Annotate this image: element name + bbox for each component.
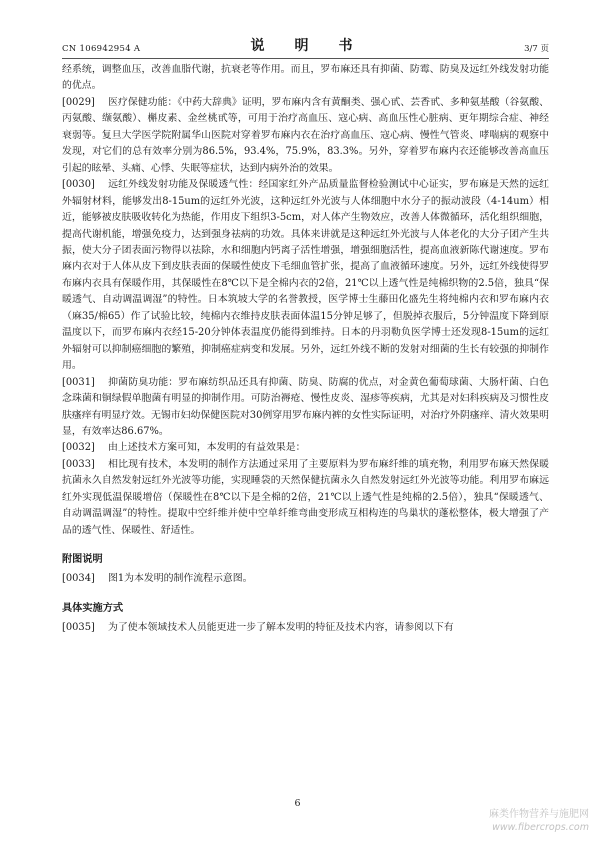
paragraph-text: 抑菌防臭功能：罗布麻纺织品还具有抑菌、防臭、防腐的优点，对金黄色葡萄球菌、大肠杆菌、白色念珠菌和铜绿假单胞菌有明显的抑制作用。可防治褥疮、慢性皮炎、湿疹等疾病，尤其是对妇科疾病及习惯性皮肤瘙痒有明显疗效。无锡市妇幼保健医院对30例穿用罗布麻内裤的女性实际证明，对治疗外阴瘙痒、清火效果明显，有效率达86.67%。 (62, 376, 549, 437)
paragraph-number: [0030] (62, 179, 95, 191)
paragraph-0033 (62, 457, 549, 539)
paragraph-continuation (62, 62, 549, 95)
paragraph-text: 图1为本发明的制作流程示意图。 (108, 573, 253, 585)
paragraph-text: 为了使本领域技术人员能更进一步了解本发明的特征及技术内容，请参阅以下有 (108, 621, 454, 633)
figures-heading: 附图说明 (62, 554, 103, 566)
paragraph-0031 (62, 375, 549, 441)
document-body (62, 62, 549, 636)
watermark (441, 808, 589, 834)
paragraph-text: 由上述技术方案可知，本发明的有益效果是： (108, 442, 306, 454)
paragraph-number: [0034] (62, 573, 95, 585)
watermark-site-name: 麻类作物营养与施肥网 (489, 809, 589, 820)
paragraph-0032 (62, 440, 549, 456)
paragraph-text: 医疗保健功能：《中药大辞典》证明，罗布麻内含有黄酮类、强心甙、芸香甙、多种氨基酸（谷氨酸、丙氨酸、缬氨酸）、槲皮素、金丝桃甙等，可用于治疗高血压、寇心病、高血压性心脏病、更年期综合症、神经衰弱等。复旦大学医学院附属华山医院对穿着罗布麻内衣在治疗高血压、寇心病、慢性气管炎、哮喘病的观察中发现，对它们的总有效率分别为86.5%，93.4%，75.9%，83.3%。另外，穿着罗布麻内衣还能够改善高血压引起的眩晕、头痛、心悸、失眠等症状，达到内病外治的效果。 (62, 96, 549, 174)
paragraph-number: [0035] (62, 621, 95, 633)
paragraph-text: 远红外线发射功能及保暖透气性：经国家红外产品质量监督检验测试中心证实，罗布麻是天然的远红外辐射材料，能够发出8-15um的远红外光波，这种远红外光波与人体细胞中水分子的振动波段（4-14um）相近，能够被皮肤吸收转化为热能，作用皮下组织3-5cm，对人体产生物效应，改善人体微循环，活化组织细胞，提高代谢机能，增强免疫力，达到强身祛病的功效。具体来讲就是这种远红外光波与人体老化的大分子团产生共振，使大分子团表面污物得以祛除，水和细胞内钙离子活性增强，增强细胞活性，提高血液新陈代谢速度。罗布麻内衣对于人体从皮下到皮肤表面的保暖性使皮下毛细血管扩张，提高了血液循环速度。另外，远红外线使得罗布麻内衣具有保暖作用，其保暖性在8℃以下是全棉内衣的2倍，21℃以上透气性是纯棉织物的2.5倍，独具“保暖透气、自动调温调湿”的特性。日本筑坡大学的名誉教授，医学博士生藤田化盛先生将纯棉内衣和罗布麻内衣（麻35/棉65）作了试验比较，纯棉内衣维持皮肤表面体温15分钟足够了，但脱掉衣服后，5分钟温度下降到原温度以下，而罗布麻内衣经15-20分钟体表温度仍能得到维持。日本的丹羽勒负医学博士还发现8-15um的远红外辐射可以抑制癌细胞的繁殖，抑制癌症病变和发展。另外，远红外线不断的发射对细菌的生长有较强的抑制作用。 (62, 179, 549, 372)
paragraph-text: 相比现有技术，本发明的制作方法通过采用了主要原料为罗布麻纤维的填充物，利用罗布麻天然保暖抗菌永久自然发射远红外光波等功能，实现睡袋的天然保健抗菌永久自然发射远红外光波等功能。利用罗布麻远红外实现低温保暖增倍（保暖性在8℃以下是全棉的2倍，21℃以上透气性是纯棉的2.5倍），独具“保暖透气、自动调温调湿”的特性。提取中空纤维并使中空单纤维弯曲变形成互相构连的鸟巢状的蓬松整体，极大增强了产品的透气性、保暖性、舒适性。 (62, 458, 549, 536)
patent-number: CN 106942954 A (62, 44, 141, 54)
paragraph-number: [0031] (62, 376, 95, 388)
paragraph-0030 (62, 177, 549, 374)
paragraph-0035 (62, 620, 549, 636)
paragraph-text: 经系统，调整血压，改善血脂代谢，抗衰老等作用。而且，罗布麻还具有抑菌、防霉、防臭及远红外线发射功能的优点。 (62, 64, 549, 92)
page-number: 6 (294, 798, 301, 809)
paragraph-0034 (62, 571, 549, 587)
document-title: 说 明 书 (250, 38, 361, 54)
page-indicator: 3/7 页 (524, 44, 549, 54)
paragraph-number: [0032] (62, 442, 95, 454)
page-header (62, 36, 549, 59)
embodiment-heading: 具体实施方式 (62, 602, 124, 614)
watermark-url: www.fibercrops.com (492, 822, 589, 833)
paragraph-number: [0029] (62, 96, 95, 108)
paragraph-number: [0033] (62, 458, 95, 470)
paragraph-0029 (62, 95, 549, 177)
